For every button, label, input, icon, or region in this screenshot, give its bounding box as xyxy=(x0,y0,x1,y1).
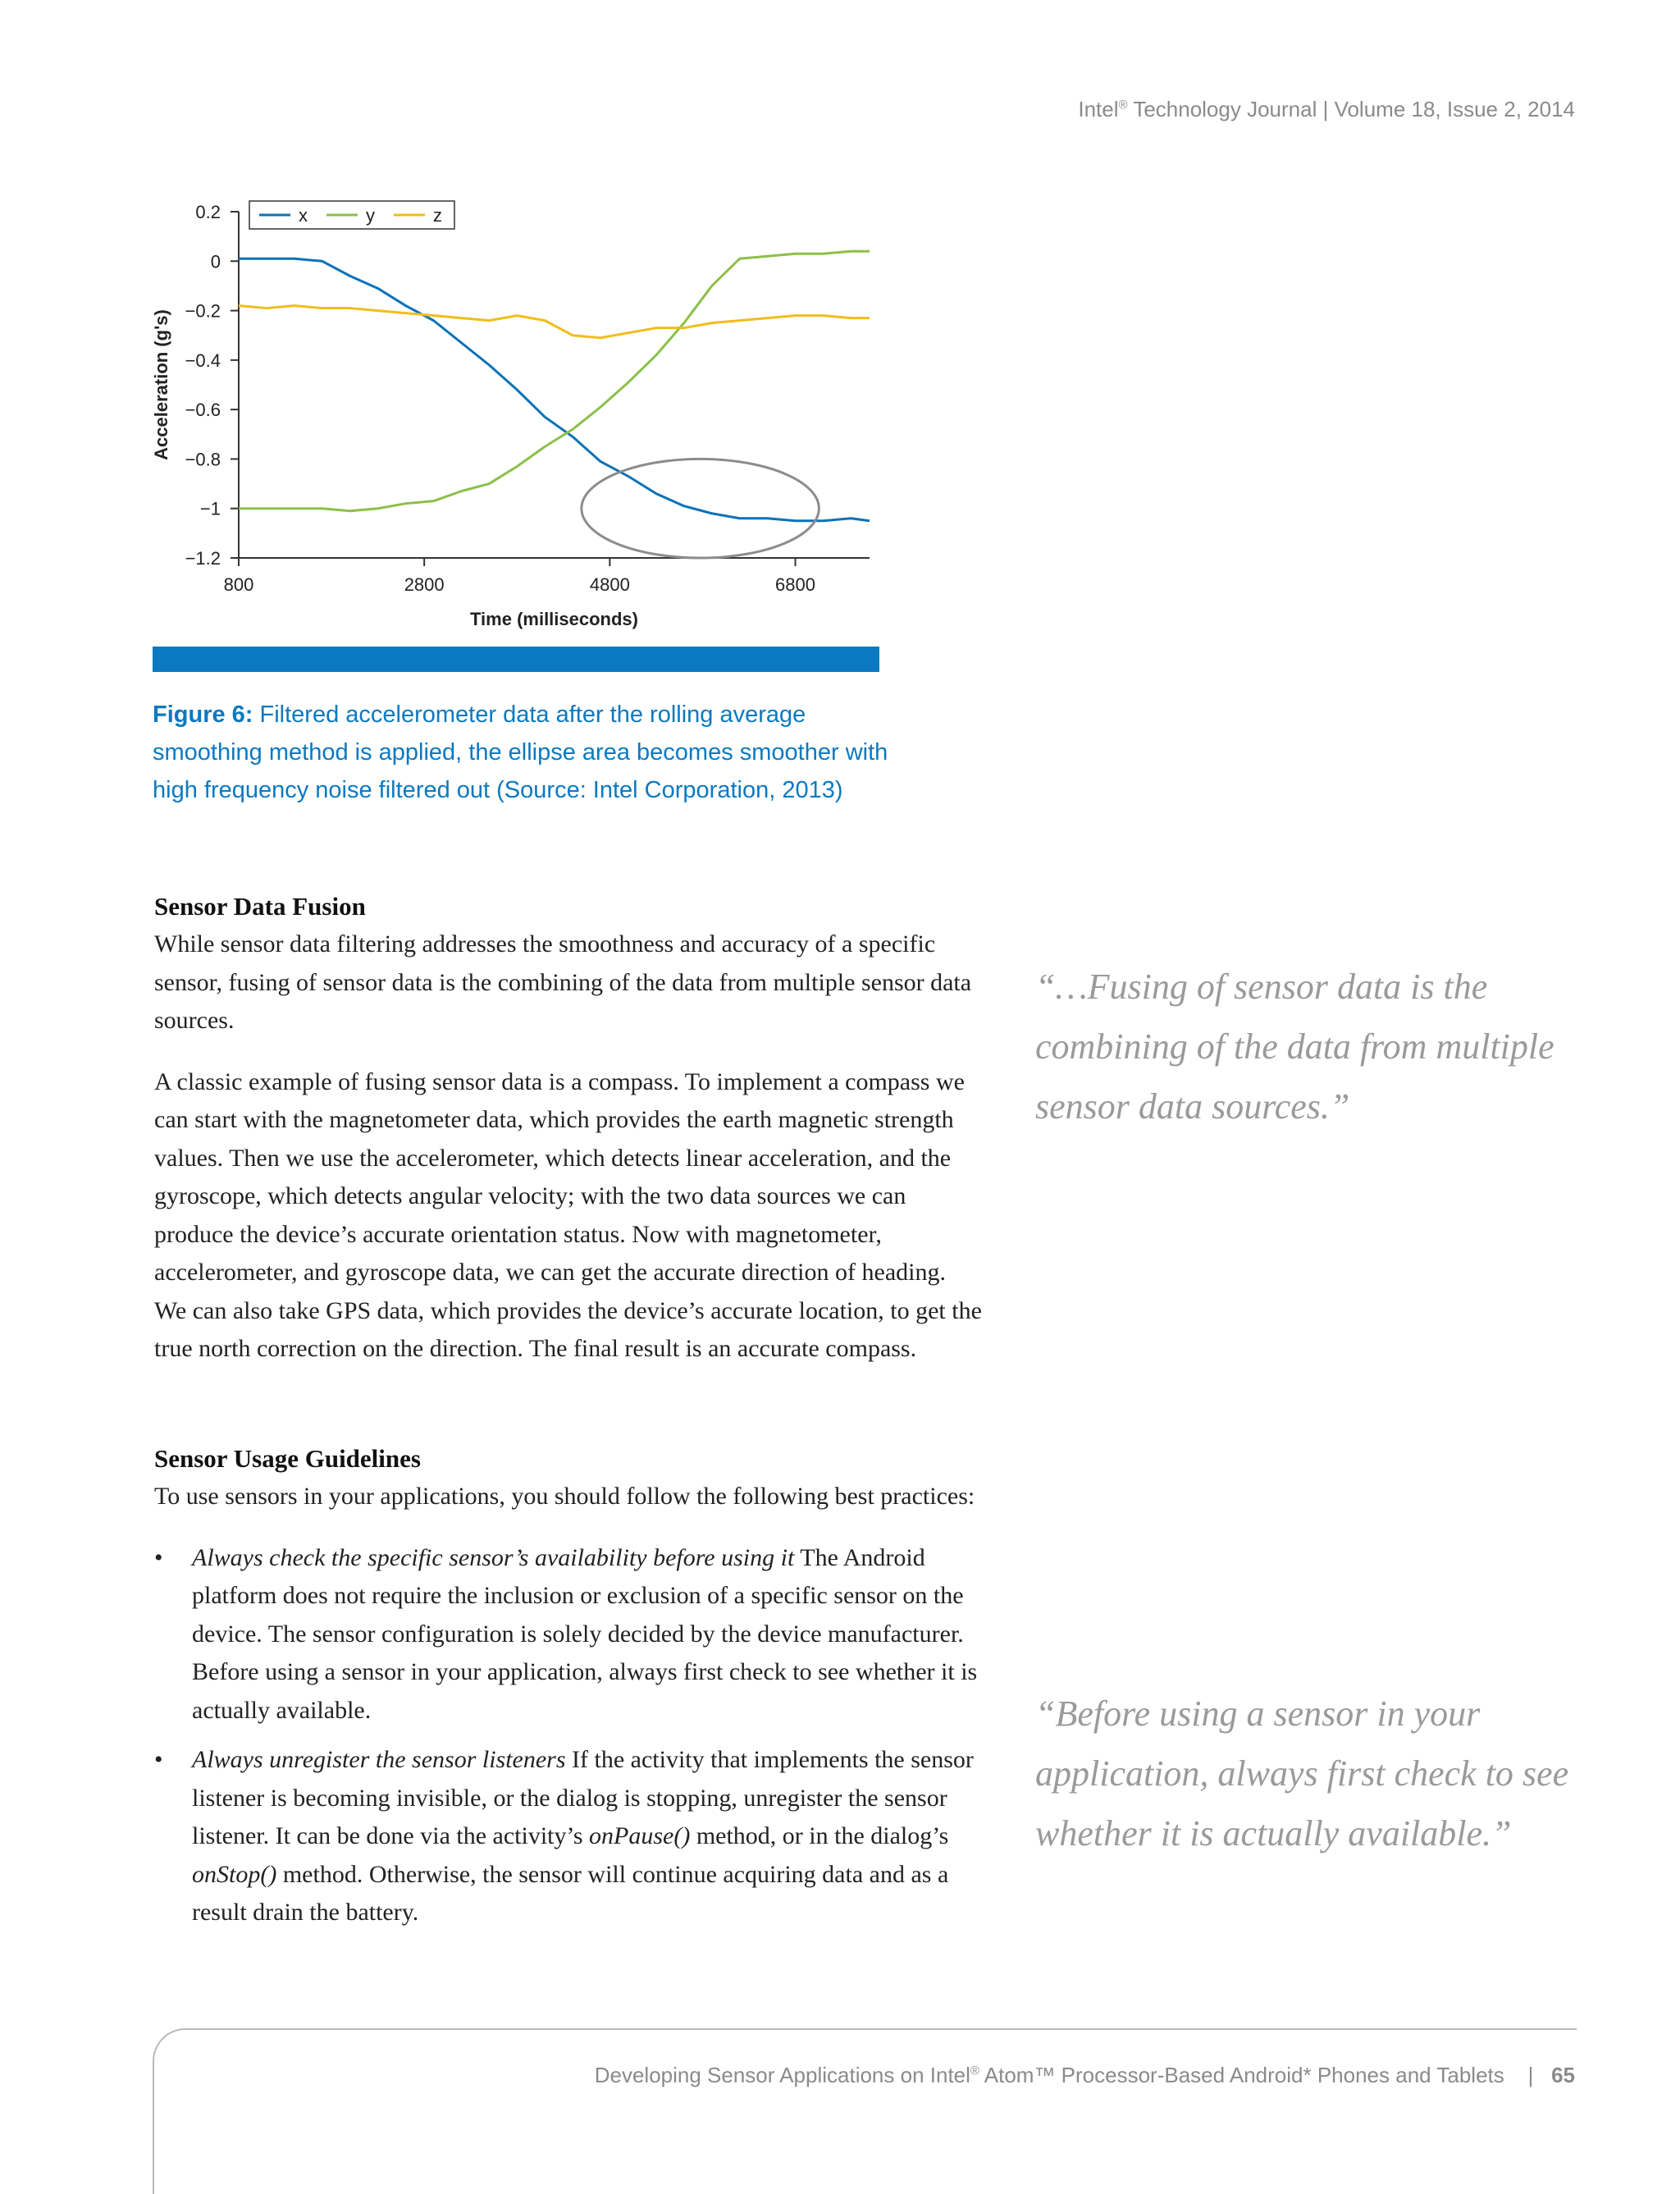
x-axis-label: Time (milliseconds) xyxy=(470,609,638,629)
section-heading: Sensor Usage Guidelines xyxy=(154,1444,421,1473)
paragraph: A classic example of fusing sensor data is a compass. To implement a compass we can start with the magnetometer data, which provides the earth magnetic strength values. Then we use the accelerometer, which detects linear acceleration, and the gyroscope, which detects angular velocity; with the two data sources we can produce the device’s accurate orientation status. Now with magnetometer, accelerometer, and gyroscope data, we can get the accurate direction of heading. We can also take GPS data, which provides the device’s accurate location, to get the true north correction on the direction. The final result is an accurate compass. xyxy=(154,1067,982,1362)
legend-label-y: y xyxy=(366,205,375,226)
registered-mark: ® xyxy=(1118,98,1128,112)
journal-volume: Volume 18, Issue 2, 2014 xyxy=(1334,97,1575,121)
section-sensor-data-fusion xyxy=(154,888,983,1369)
x-tick-label: 4800 xyxy=(589,574,630,595)
accelerometer-chart-svg xyxy=(139,189,894,648)
series-line-x xyxy=(239,258,870,521)
guidelines-list xyxy=(154,1539,983,1932)
bullet-text: If the activity that implements the sensor listener is becoming invisible, or the dialog is stopping, unregister the sensor listener. It can be done via the activity’s xyxy=(192,1746,974,1849)
paragraph: To use sensors in your applications, you should follow the following best practices: xyxy=(154,1483,975,1510)
y-tick-label: −1 xyxy=(199,498,221,519)
code-onpause: onPause() xyxy=(589,1822,691,1849)
bullet-text: method. Otherwise, the sensor will continue acquiring data and as a result drain the battery. xyxy=(192,1860,949,1926)
y-axis-label: Acceleration (g's) xyxy=(151,309,171,460)
code-onstop: onStop() xyxy=(192,1860,277,1888)
series-line-y xyxy=(239,251,870,511)
y-tick-label: −0.4 xyxy=(185,350,221,371)
x-tick-label: 2800 xyxy=(404,574,445,595)
legend-label-x: x xyxy=(299,205,308,226)
journal-name-rest: Technology Journal xyxy=(1127,97,1317,121)
registered-mark: ® xyxy=(970,2064,979,2078)
legend-label-z: z xyxy=(433,205,442,226)
x-tick-label: 800 xyxy=(223,574,254,595)
figure-6-chart xyxy=(139,189,894,648)
footer-title: Developing Sensor Applications on Intel xyxy=(594,2063,970,2087)
pull-quote: “…Fusing of sensor data is the combining of the data from multiple sensor data sources.” xyxy=(1035,967,1554,1127)
figure-caption xyxy=(153,696,891,809)
page-number: 65 xyxy=(1551,2063,1575,2087)
running-footer xyxy=(410,2063,1575,2088)
bullet-lead: Always unregister the sensor listeners xyxy=(192,1746,566,1773)
y-tick-label: 0 xyxy=(210,251,221,272)
footer-title-rest: Atom™ Processor-Based Android* Phones and Tablets xyxy=(979,2063,1504,2087)
figure-rule-bar xyxy=(153,647,879,672)
paragraph: While sensor data filtering addresses the smoothness and accuracy of a specific sensor, fusing of sensor data is the combining of the data from multiple sensor data sources. xyxy=(154,930,972,1034)
y-tick-label: −0.6 xyxy=(185,400,221,421)
bullet-lead: Always check the specific sensor’s availability before using it xyxy=(192,1543,795,1571)
footer-separator: | xyxy=(1504,2063,1552,2087)
bullet-text: method, or in the dialog’s xyxy=(690,1822,949,1849)
section-heading: Sensor Data Fusion xyxy=(154,892,366,921)
pull-quote: “Before using a sensor in your application, always first check to see whether it is actually available.” xyxy=(1035,1693,1569,1853)
y-tick-label: 0.2 xyxy=(195,202,221,222)
section-sensor-usage-guidelines xyxy=(154,1440,983,1932)
list-item xyxy=(154,1539,983,1730)
x-tick-label: 6800 xyxy=(775,574,816,595)
bullet-marker: • xyxy=(154,1543,163,1571)
figure-label: Figure 6: xyxy=(153,702,253,728)
series-line-z xyxy=(239,306,870,338)
y-tick-label: −1.2 xyxy=(185,548,221,569)
running-header xyxy=(902,97,1575,122)
bullet-marker: • xyxy=(154,1746,163,1773)
highlight-ellipse xyxy=(582,459,819,558)
y-tick-label: −0.2 xyxy=(185,300,221,322)
figure-caption-text: Filtered accelerometer data after the rolling average smoothing method is applied, the ellipse area becomes smoother with high frequency noise filtered out (Source: Intel Corporation, 2013) xyxy=(153,702,888,803)
header-separator: | xyxy=(1317,97,1335,121)
bullet-text: The Android platform does not require the inclusion or exclusion of a specific sensor on the device. The sensor configuration is solely decided by the device manufacturer. Before using a sensor in your application, always first check to see whether it is actually available. xyxy=(192,1543,978,1724)
y-tick-label: −0.8 xyxy=(185,449,221,470)
list-item xyxy=(154,1741,983,1932)
journal-name: Intel xyxy=(1078,97,1119,121)
